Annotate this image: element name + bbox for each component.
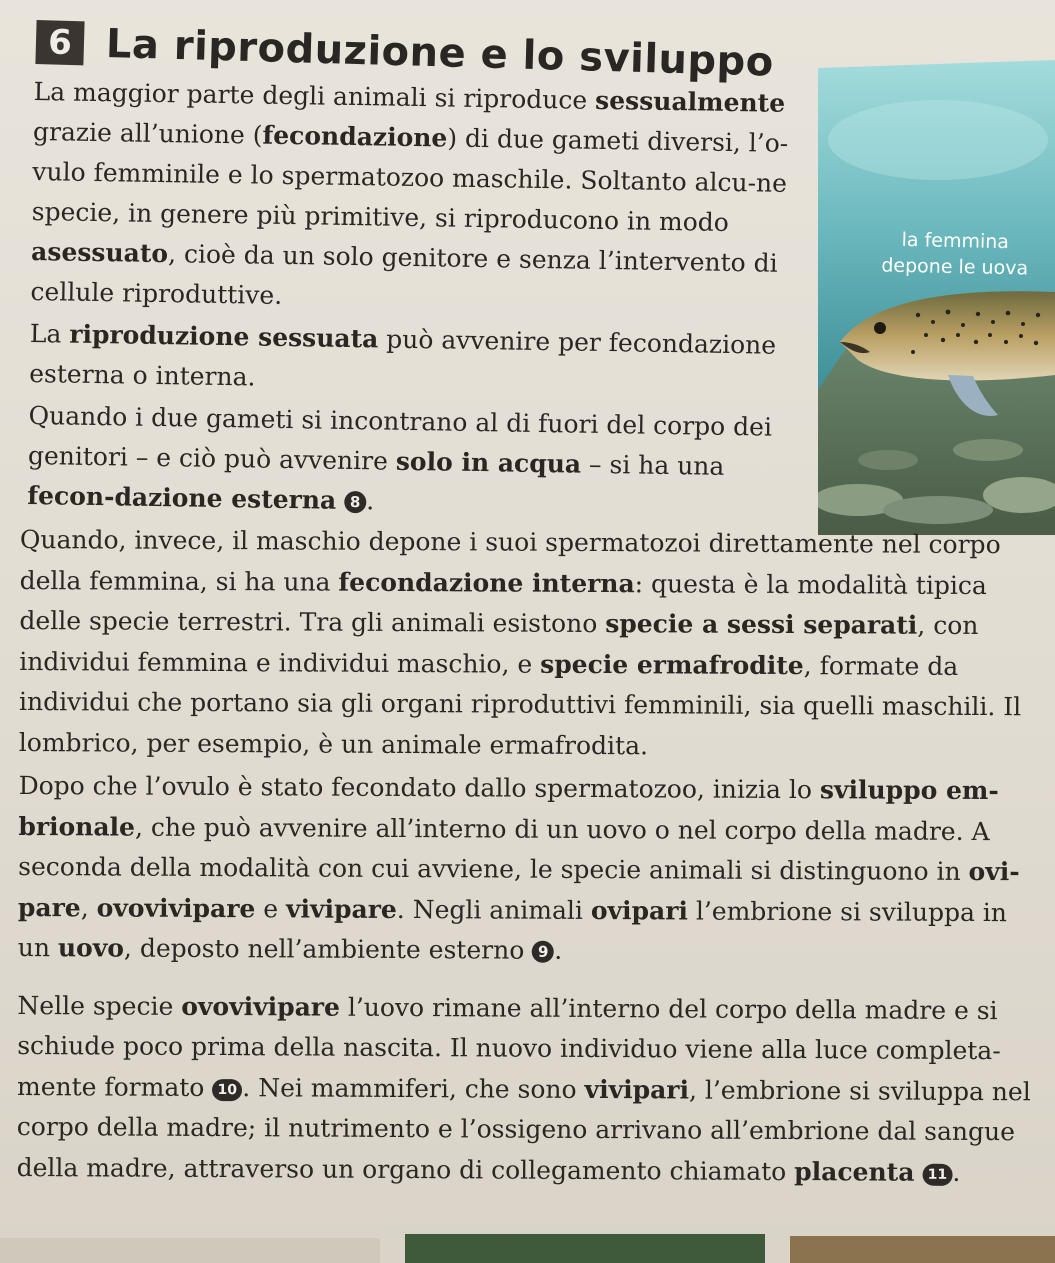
trout-eye [874, 322, 886, 334]
text-run: La maggior parte degli animali si riproduce [33, 76, 596, 115]
bold-term: riproduzione sessuata [69, 319, 379, 354]
bold-term: ovovivipare [96, 892, 256, 923]
caption-line-1: la femmina [901, 228, 1010, 254]
bold-term: ovi-pare [17, 856, 1020, 922]
photo-edge [405, 1234, 765, 1263]
bold-term: specie a sessi separati [605, 609, 918, 640]
text-run: Nelle specie [17, 990, 182, 1021]
figure-reference-badge: 9 [532, 941, 554, 963]
text-run: , che può avvenire all’interno di un uovo o nel corpo della madre. A seconda della modalità con cui avviene, le specie animali si distinguono in [18, 812, 990, 886]
bold-term: solo in acqua [395, 446, 582, 479]
text-run: La [29, 318, 70, 349]
paragraph [30, 72, 804, 324]
bold-term: ovovivipare [181, 991, 341, 1022]
paragraph [17, 985, 1033, 1193]
caption-line-2: depone le uova [881, 254, 1029, 280]
main-text-column [17, 520, 1035, 1193]
text-run: . [365, 486, 375, 516]
paragraph [19, 520, 1035, 768]
bold-term: fecondazione [262, 120, 448, 153]
paragraph [27, 396, 799, 528]
text-run: ) di due gameti diversi, l’o-vulo femminile e lo spermatozoo maschile. Soltanto alcu-ne specie, in genere più primitive, si riproducono in modo [31, 123, 789, 237]
text-run: Quando, invece, il maschio depone i suoi spermatozoi direttamente nel corpo della femmina, si ha una [19, 524, 1001, 597]
pebble [858, 450, 918, 470]
bold-term: uovo [57, 933, 125, 963]
bold-term: fecondazione interna [338, 567, 635, 598]
bold-term: placenta [794, 1156, 915, 1187]
text-run: l’uovo rimane all’interno del corpo della madre e si schiude poco prima della nascita. Il nuovo individuo viene alla luce completa-mente formato [16, 992, 1001, 1102]
text-run: grazie all’unione ( [32, 116, 263, 150]
bold-term: sviluppo em-brionale [18, 775, 999, 842]
bold-term: sessualmente [594, 85, 786, 118]
pebble [883, 496, 993, 524]
section-title: La riproduzione e lo sviluppo [105, 20, 775, 86]
next-page-images-strip [0, 1230, 1055, 1263]
text-run: . [952, 1157, 961, 1187]
bold-term: ovipari [590, 895, 689, 926]
paragraph [29, 314, 800, 406]
text-run: – si ha una [580, 449, 725, 481]
figure-reference-badge: 11 [922, 1163, 952, 1185]
bold-term: vivipare [285, 893, 397, 924]
photo-edge [790, 1236, 1055, 1263]
figure-reference-badge: 8 [344, 491, 366, 513]
intro-text-column [27, 72, 804, 530]
bold-term: specie ermafrodite [540, 649, 804, 680]
text-run: l’embrione si sviluppa in un [17, 896, 1008, 963]
light-reflection [828, 100, 1048, 180]
text-run: , l’embrione si sviluppa nel corpo della madre; il nutrimento e l’ossigeno arrivano all’embrione dal sangue della madre, attraverso un organo di collegamento chiamato [16, 1075, 1031, 1186]
trout-image [818, 30, 1055, 535]
photo-edge [0, 1238, 380, 1263]
trout-illustration [818, 30, 1055, 535]
text-run: , con individui femmina e individui maschio, e [19, 610, 979, 679]
text-run: , formate da individui che portano sia gli organi riproduttivi femminili, sia quelli maschili. Il lombrico, per esempio, è un animale ermafrodita. [18, 650, 1022, 760]
text-run [914, 1157, 922, 1186]
bold-term: asessuato [30, 236, 169, 269]
text-run: , cioè da un solo genitore e senza l’intervento di cellule riproduttive. [30, 239, 778, 310]
text-run [336, 486, 344, 515]
text-run: , deposto nell’ambiente esterno [123, 933, 533, 965]
text-run: . Nei mammiferi, che sono [242, 1072, 585, 1104]
figure-reference-badge: 10 [212, 1079, 242, 1101]
bold-term: vivipari [584, 1074, 690, 1105]
text-run: . Negli animali [396, 894, 591, 925]
text-run: : questa è la modalità tipica delle specie terrestri. Tra gli animali esistono [19, 568, 987, 639]
section-number: 6 [35, 20, 84, 65]
text-run: può avvenire per fecondazione esterna o interna. [29, 324, 777, 392]
text-run: Dopo che l’ovulo è stato fecondato dallo spermatozoo, inizia lo [18, 770, 821, 805]
text-run: , [80, 892, 97, 922]
pebble [953, 439, 1023, 461]
paragraph [18, 766, 1034, 974]
bold-term: fecon-dazione esterna [27, 480, 337, 515]
text-run: Quando i due gameti si incontrano al di fuori del corpo dei genitori – e ciò può avvenire [27, 400, 773, 476]
text-run: . [554, 935, 563, 965]
text-run: e [255, 893, 287, 923]
figure-caption [859, 226, 1050, 282]
